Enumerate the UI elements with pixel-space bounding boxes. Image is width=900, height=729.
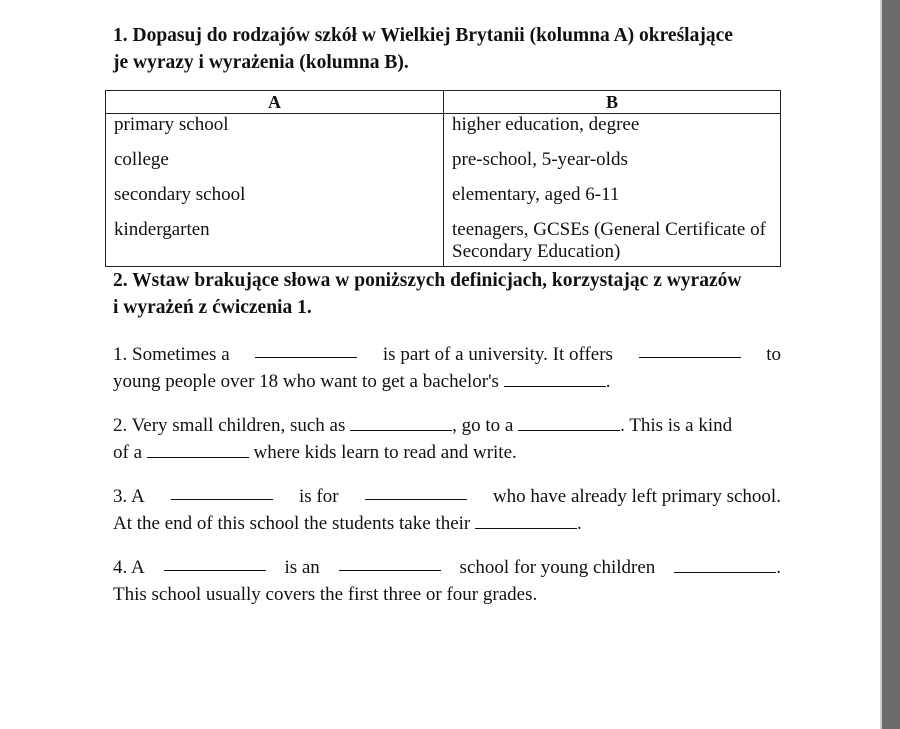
column-b-header: B <box>444 91 781 114</box>
task2-title-line1: 2. Wstaw brakujące słowa w poniższych definicjach, korzystając z wyrazów <box>113 270 742 291</box>
sentence-2 <box>113 412 781 466</box>
sentence-text: . <box>605 371 611 392</box>
blank-field[interactable] <box>639 341 741 358</box>
blank-field[interactable] <box>147 441 249 458</box>
matching-table <box>105 90 781 267</box>
cell-b: teenagers, GCSEs (General Certificate of Secondary Education) <box>444 219 781 267</box>
task2-title <box>113 267 781 321</box>
sentence-text: school for young children <box>459 557 656 578</box>
sentence-text: , go to a <box>452 415 514 436</box>
task1-title-line2: je wyrazy i wyrażenia (kolumna B). <box>113 52 409 73</box>
blank-field[interactable] <box>339 554 441 571</box>
sentence-text: is part of a university. It offers <box>382 344 613 365</box>
cell-a: primary school <box>106 114 444 150</box>
sentence-text: This school usually covers the first three or four grades. <box>113 584 538 605</box>
blank-field[interactable] <box>504 370 606 387</box>
blank-field[interactable] <box>674 556 776 573</box>
sentence-text: . <box>576 513 582 534</box>
table-row <box>106 184 781 219</box>
blank-field[interactable] <box>164 554 266 571</box>
blank-field[interactable] <box>518 414 620 431</box>
table-row <box>106 149 781 184</box>
blank-field[interactable] <box>475 512 577 529</box>
blank-field[interactable] <box>365 483 467 500</box>
task2-title-line2: i wyrażeń z ćwiczenia 1. <box>113 297 312 318</box>
sentence-text: is for <box>299 486 339 507</box>
sentence-1 <box>113 341 781 395</box>
sentence-text: where kids learn to read and write. <box>253 442 517 463</box>
task1-title <box>113 22 781 76</box>
cell-a: secondary school <box>106 184 444 219</box>
sentence-text: At the end of this school the students take their <box>113 513 471 534</box>
cell-b: higher education, degree <box>444 114 781 150</box>
cell-a: kindergarten <box>106 219 444 267</box>
blank-field[interactable] <box>255 341 357 358</box>
sentence-text: . <box>776 557 781 578</box>
sentence-text: of a <box>113 442 143 463</box>
cell-a: college <box>106 149 444 184</box>
sentence-text: 2. Very small children, such as <box>113 415 346 436</box>
table-row <box>106 219 781 267</box>
sentence-text: is an <box>284 557 320 578</box>
sentence-text: young people over 18 who want to get a bachelor's <box>113 371 499 392</box>
cell-b: elementary, aged 6-11 <box>444 184 781 219</box>
sentence-4 <box>113 554 781 608</box>
sentence-text: . This is a kind <box>620 415 733 436</box>
blank-field[interactable] <box>171 483 273 500</box>
document-content <box>113 22 781 608</box>
page-edge <box>882 0 900 729</box>
blank-field[interactable] <box>350 414 452 431</box>
sentence-text: to <box>766 344 781 365</box>
sentence-3 <box>113 483 781 537</box>
table-row <box>106 114 781 150</box>
sentence-text: 1. Sometimes a <box>113 344 230 365</box>
cell-b: pre-school, 5-year-olds <box>444 149 781 184</box>
sentence-text: who have already left primary school. <box>492 486 781 507</box>
sentence-text: 4. A <box>113 557 145 578</box>
column-a-header: A <box>106 91 444 114</box>
task1-title-line1: 1. Dopasuj do rodzajów szkół w Wielkiej Brytanii (kolumna A) określające <box>113 25 733 46</box>
sentence-text: 3. A <box>113 486 145 507</box>
